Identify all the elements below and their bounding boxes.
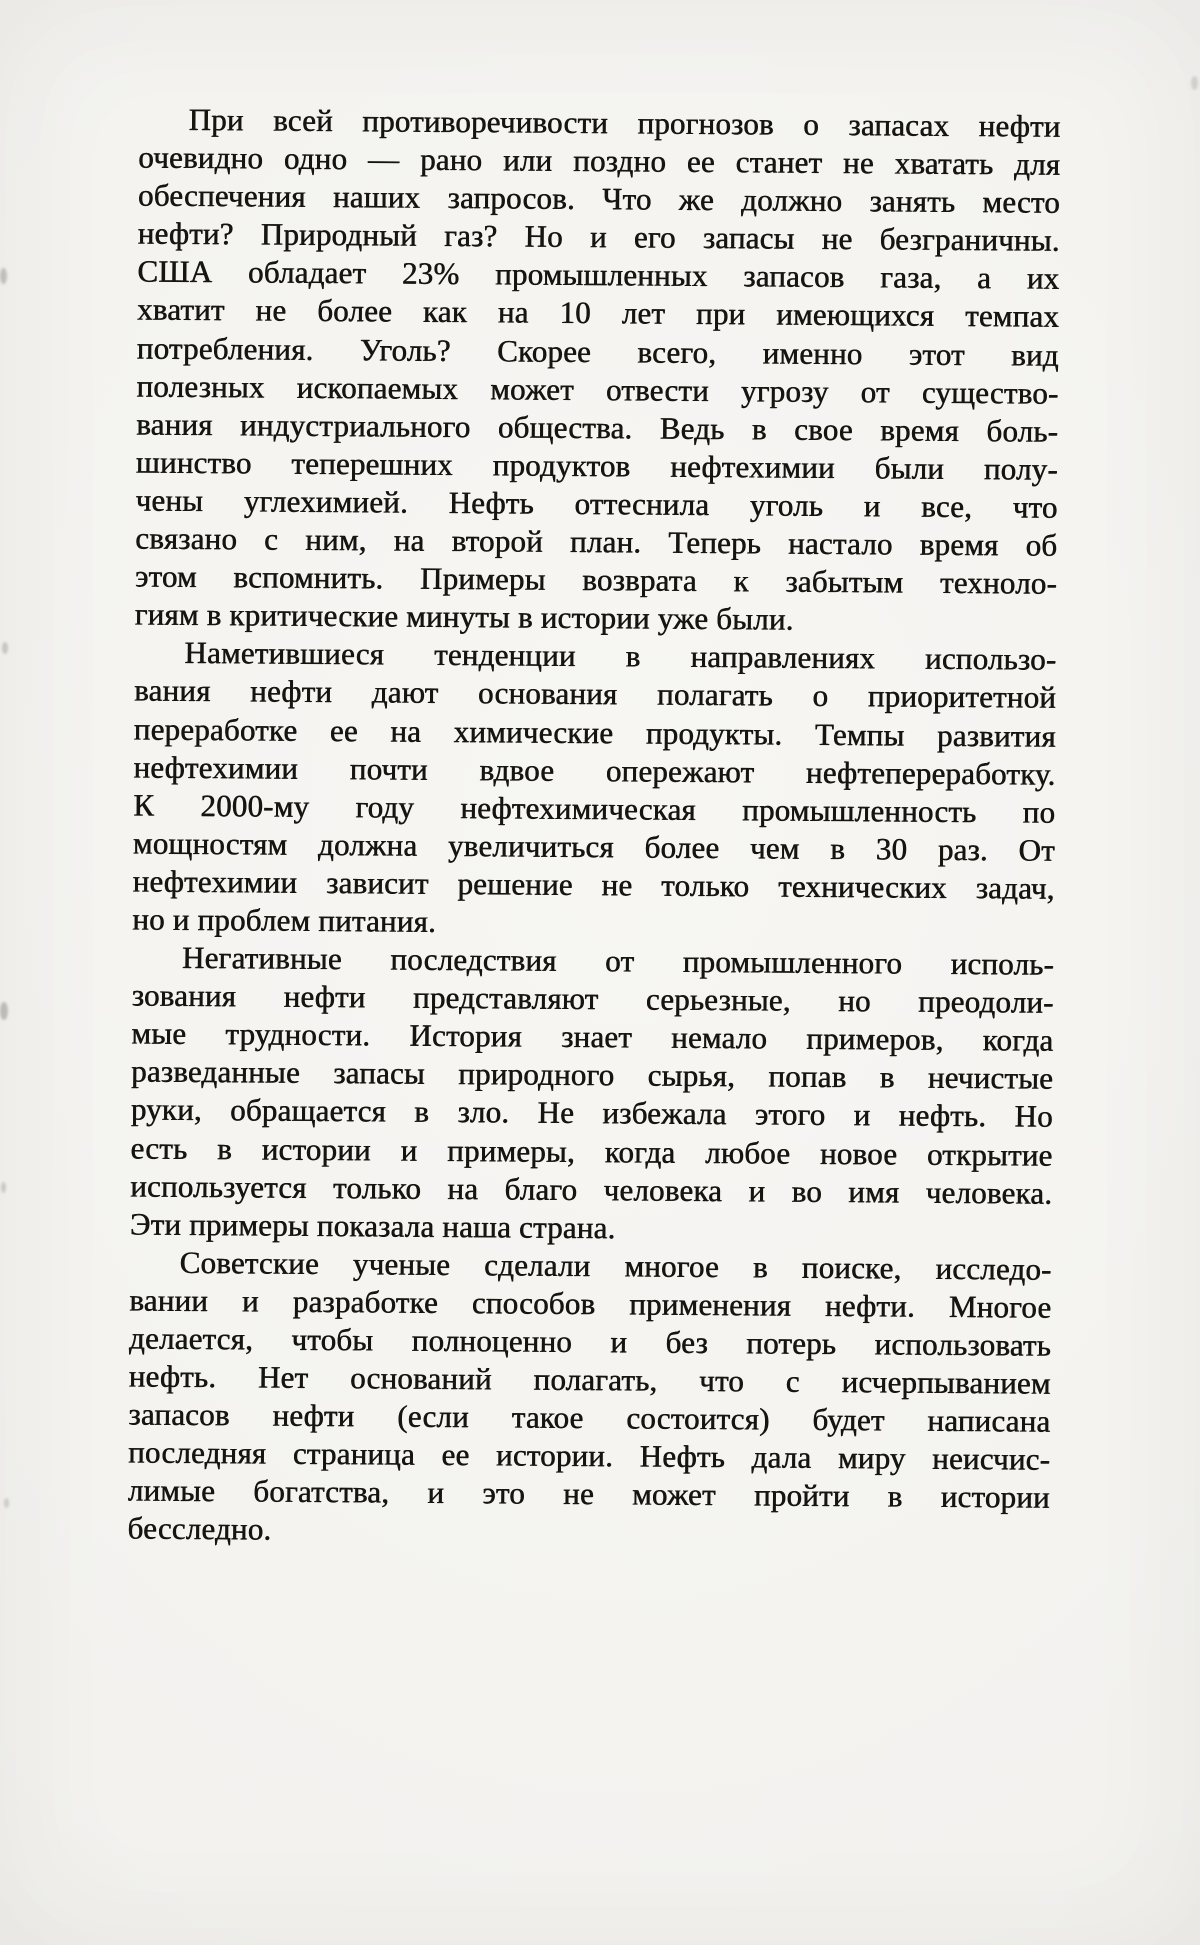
- text-line: Советские ученые сделали многое в поиске, исследо-: [179, 1244, 1052, 1287]
- text-line: обеспечения наших запросов. Что же должно занять место: [137, 177, 1061, 220]
- text-line: К 2000-му году нефтехимическая промышленность по: [133, 787, 1056, 830]
- text-line: вания индустриального общества. Ведь в свое время боль-: [136, 406, 1059, 449]
- text-line: Негативные последствия от промышленного исполь-: [181, 939, 1055, 982]
- page-body-text: [127, 100, 1060, 1555]
- text-line: потребления. Уголь? Скорее всего, именно этот вид: [136, 329, 1059, 373]
- scan-speckle: [1, 1182, 6, 1193]
- text-line: запасов нефти (если такое состоится) будет написана: [128, 1396, 1051, 1439]
- text-line: очевидно одно — рано или поздно ее станет не хватать для: [138, 139, 1061, 182]
- text-line: связано с ним, на второй план. Теперь настало время об: [135, 520, 1058, 563]
- scan-speckle: [4, 1498, 9, 1508]
- text-line: вании и разработке способов применения нефти. Многое: [129, 1282, 1052, 1325]
- text-line: нефть. Нет оснований полагать, что с исчерпыванием: [128, 1358, 1051, 1401]
- text-line: бесследно.: [127, 1510, 272, 1547]
- text-line: США обладает 23% промышленных запасов газа, а их: [137, 253, 1060, 297]
- text-line: разведанные запасы природного сырья, попав в нечистые: [130, 1053, 1054, 1096]
- text-line: хватит не более как на 10 лет при имеющихся темпах: [136, 291, 1060, 335]
- text-line: нефтехимии почти вдвое опережают нефтепереработку.: [133, 748, 1056, 792]
- text-line: используется только на благо человека и во имя человека.: [130, 1167, 1053, 1211]
- text-line: зования нефти представляют серьезные, но преодоли-: [131, 977, 1054, 1020]
- text-line: чены углехимией. Нефть оттеснила уголь и все, что: [135, 482, 1058, 525]
- text-line: делается, чтобы полноценно и без потерь использовать: [128, 1320, 1052, 1363]
- text-line: руки, обращается в зло. Не избежала этого и нефть. Но: [130, 1091, 1053, 1135]
- text-line: вания нефти дают основания полагать о приоритетной: [133, 672, 1057, 716]
- scan-speckle: [0, 268, 7, 284]
- scan-speckle: [2, 642, 8, 654]
- text-line: полезных ископаемых может отвести угрозу от существо-: [136, 368, 1059, 411]
- scan-speckle: [0, 1002, 8, 1020]
- text-line: гиям в критические минуты в истории уже были.: [134, 596, 794, 637]
- text-line: этом вспомнить. Примеры возврата к забытым техноло-: [134, 558, 1058, 601]
- text-line: нефти? Природный газ? Но и его запасы не безграничны.: [137, 215, 1060, 258]
- text-line: мые трудности. История знает немало примеров, когда: [131, 1015, 1054, 1058]
- scan-speckle: [1191, 76, 1198, 90]
- text-line: шинство теперешних продуктов нефтехимии были полу-: [135, 444, 1058, 487]
- text-line: но и проблем питания.: [132, 901, 437, 939]
- text-line: При всей противоречивости прогнозов о запасах нефти: [188, 101, 1061, 144]
- text-line: мощностям должна увеличиться более чем в 30 раз. От: [132, 825, 1055, 868]
- text-line: Наметившиеся тенденции в направлениях использо-: [184, 635, 1057, 677]
- text-line: переработке ее на химические продукты. Темпы развития: [133, 710, 1056, 754]
- text-line: последняя страница ее истории. Нефть дала миру неисчис-: [127, 1434, 1051, 1477]
- text-line: нефтехимии зависит решение не только технических задач,: [132, 863, 1055, 906]
- text-line: Эти примеры показала наша страна.: [129, 1206, 616, 1245]
- text-line: лимые богатства, и это не может пройти в истории: [127, 1472, 1050, 1515]
- text-line: есть в истории и примеры, когда любое новое открытие: [130, 1129, 1053, 1173]
